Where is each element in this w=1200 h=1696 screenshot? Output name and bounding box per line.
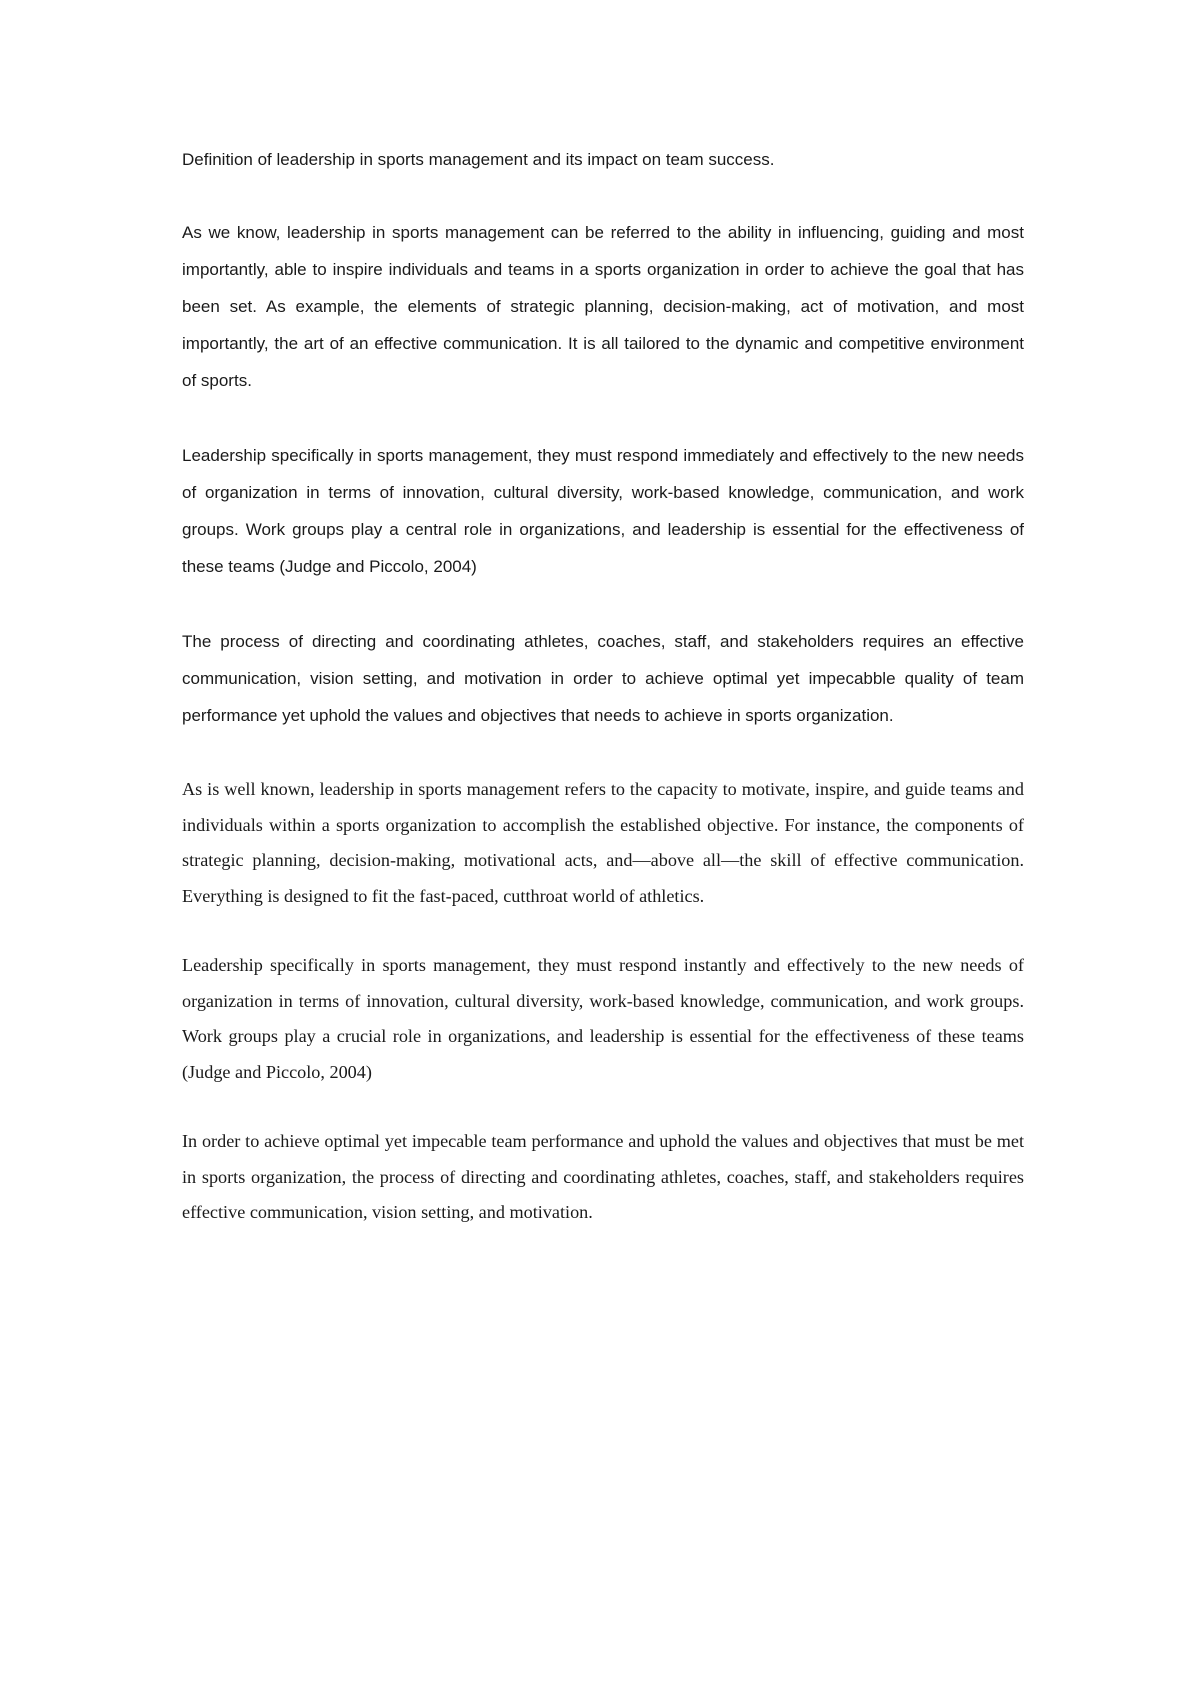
document-body: [182, 142, 1024, 1265]
paragraph-6: In order to achieve optimal yet impecable team performance and uphold the values and objectives that must be met in sports organization, the process of directing and coordinating athletes, coaches, staff, and stakeholders requires effective communication, vision setting, and motivation.: [182, 1131, 1024, 1222]
paragraph-3: The process of directing and coordinating athletes, coaches, staff, and stakeholders requires an effective communication, vision setting, and motivation in order to achieve optimal yet impecabble quality of team performance yet uphold the values and objectives that needs to achieve in sports organization.: [182, 632, 1024, 725]
paragraph-4: As is well known, leadership in sports management refers to the capacity to motivate, inspire, and guide teams and individuals within a sports organization to accomplish the established objective. For instance, the components of strategic planning, decision-making, motivational acts, and—above all—the skill of effective communication. Everything is designed to fit the fast-paced, cutthroat world of athletics.: [182, 779, 1024, 906]
document-title: Definition of leadership in sports management and its impact on team success.: [182, 150, 775, 169]
paragraph-1: As we know, leadership in sports management can be referred to the ability in influencing, guiding and most importantly, able to inspire individuals and teams in a sports organization in order to achieve the goal that has been set. As example, the elements of strategic planning, decision-making, act of motivation, and most importantly, the art of an effective communication. It is all tailored to the dynamic and competitive environment of sports.: [182, 223, 1024, 390]
paragraph-5: Leadership specifically in sports management, they must respond instantly and effectively to the new needs of organization in terms of innovation, cultural diversity, work-based knowledge, communication, and work groups. Work groups play a crucial role in organizations, and leadership is essential for the effectiveness of these teams (Judge and Piccolo, 2004): [182, 955, 1024, 1082]
paragraph-2: Leadership specifically in sports management, they must respond immediately and effectively to the new needs of organization in terms of innovation, cultural diversity, work-based knowledge, communication, and work groups. Work groups play a central role in organizations, and leadership is essential for the effectiveness of these teams (Judge and Piccolo, 2004): [182, 446, 1024, 576]
